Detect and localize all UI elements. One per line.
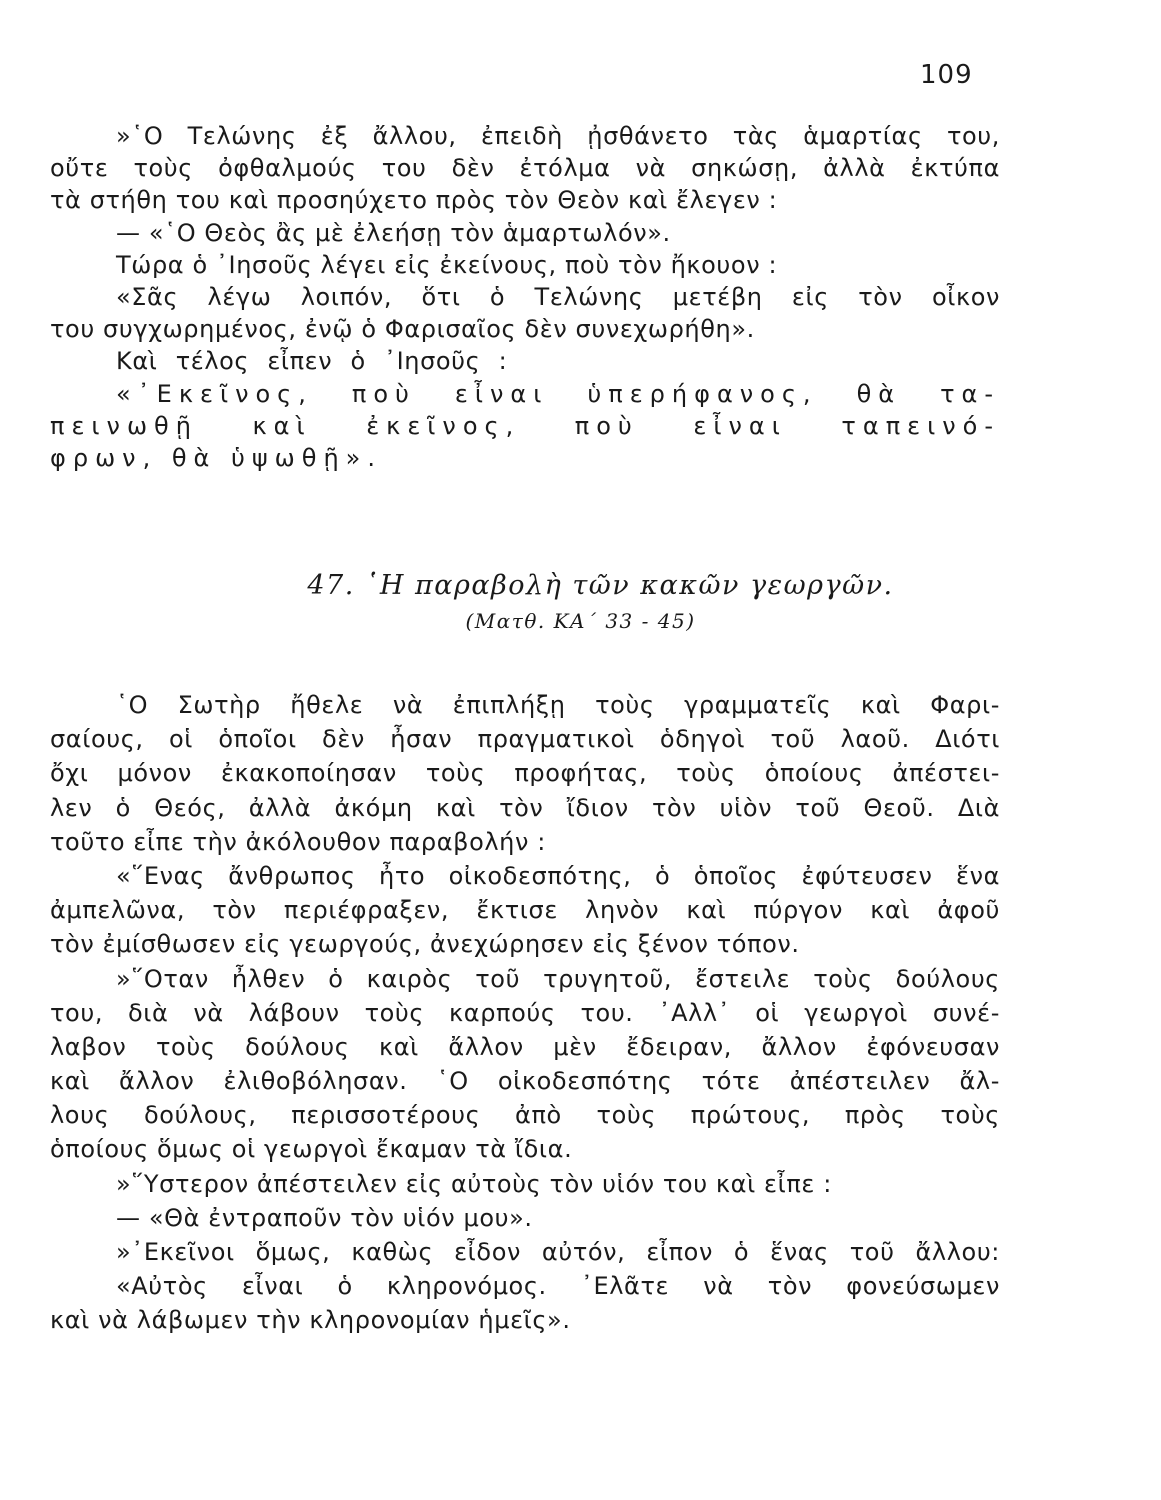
text-line: — «Θὰ ἐντραποῦν τὸν υἱόν μου».	[116, 1203, 533, 1232]
section-parable-tenants	[50, 688, 1000, 1338]
text-line: «Σᾶς λέγω λοιπόν, ὅτι ὁ Τελώνης μετέβη εἰς τὸν οἶκον	[116, 282, 1000, 311]
text-line: »῾Ο Τελώνης ἐξ ἄλλου, ἐπειδὴ ᾐσθάνετο τὰς ἁμαρτίας του,	[116, 122, 1000, 150]
text-line: του συγχωρημένος, ἐνῷ ὁ Φαρισαῖος δὲν συνεχωρήθη».	[50, 315, 755, 344]
text-line-emphasis: πεινωθῇ καὶ ἐκεῖνος, ποὺ εἶναι ταπεινό-	[50, 411, 1000, 440]
text-line: ἀμπελῶνα, τὸν περιέφραξεν, ἔκτισε ληνὸν καὶ πύργον καὶ ἀφοῦ	[50, 896, 1000, 925]
text-line: του, διὰ νὰ λάβουν τοὺς καρπούς του. ᾽Αλλ᾽ οἱ γεωργοὶ συνέ-	[50, 998, 1000, 1027]
text-line: Καὶ τέλος εἶπεν ὁ ᾽Ιησοῦς :	[116, 347, 508, 376]
text-line: »᾽Εκεῖνοι ὅμως, καθὼς εἶδον αὐτόν, εἶπον ὁ ἕνας τοῦ ἄλλου:	[116, 1238, 1000, 1266]
text-line: λεν ὁ Θεός, ἀλλὰ ἀκόμη καὶ τὸν ἴδιον τὸν υἱὸν τοῦ Θεοῦ. Διὰ	[50, 793, 1000, 822]
text-line: λους δούλους, περισσοτέρους ἀπὸ τοὺς πρώτους, πρὸς τοὺς	[50, 1101, 1000, 1130]
text-line: ῾Ο Σωτὴρ ἤθελε νὰ ἐπιπλήξῃ τοὺς γραμματεῖς καὶ Φαρι-	[116, 691, 1000, 719]
section-heading-reference: (Ματθ. ΚΑ΄ 33 - 45)	[465, 609, 696, 633]
page-number: 109	[920, 60, 973, 90]
text-line: λαβον τοὺς δούλους καὶ ἄλλον μὲν ἔδειραν, ἄλλον ἐφόνευσαν	[50, 1032, 1000, 1061]
text-line: «῞Ενας ἄνθρωπος ἦτο οἰκοδεσπότης, ὁ ὁποῖος ἐφύτευσεν ἕνα	[116, 861, 1000, 890]
text-line-emphasis: «᾽Εκεῖνος, ποὺ εἶναι ὑπερήφανος, θὰ τα-	[116, 379, 1000, 408]
text-line: ὁποίους ὅμως οἱ γεωργοὶ ἔκαμαν τὰ ἴδια.	[50, 1135, 573, 1164]
text-line: Τώρα ὁ ᾽Ιησοῦς λέγει εἰς ἐκείνους, ποὺ τὸν ἤκουον :	[116, 250, 778, 279]
section-heading-title: 47. ῾Η παραβολὴ τῶν κακῶν γεωργῶν.	[307, 570, 894, 601]
text-line: τὸν ἐμίσθωσεν εἰς γεωργούς, ἀνεχώρησεν εἰς ξένον τόπον.	[50, 930, 800, 959]
text-line: τὰ στήθη του καὶ προσηύχετο πρὸς τὸν Θεὸν καὶ ἔλεγεν :	[50, 186, 778, 215]
text-line: «Αὐτὸς εἶναι ὁ κληρονόμος. ᾽Ελᾶτε νὰ τὸν φονεύσωμεν	[116, 1272, 1000, 1301]
text-line: »῞Οταν ἦλθεν ὁ καιρὸς τοῦ τρυγητοῦ, ἔστειλε τοὺς δούλους	[116, 964, 1000, 993]
text-line: καὶ νὰ λάβωμεν τὴν κληρονομίαν ἡμεῖς».	[50, 1306, 571, 1335]
text-line: τοῦτο εἶπε τὴν ἀκόλουθον παραβολήν :	[50, 827, 546, 856]
text-line-emphasis: φρων, θὰ ὑψωθῇ».	[50, 443, 382, 472]
text-line: — «῾Ο Θεὸς ἂς μὲ ἐλεήσῃ τὸν ἁμαρτωλόν».	[116, 218, 671, 247]
text-line: οὔτε τοὺς ὀφθαλμούς του δὲν ἐτόλμα νὰ σηκώσῃ, ἀλλὰ ἐκτύπα	[50, 154, 1000, 183]
section-publican-prayer	[50, 120, 1000, 474]
text-line: σαίους, οἱ ὁποῖοι δὲν ἦσαν πραγματικοὶ ὁδηγοὶ τοῦ λαοῦ. Διότι	[50, 725, 1000, 754]
text-line: καὶ ἄλλον ἐλιθοβόλησαν. ῾Ο οἰκοδεσπότης τότε ἀπέστειλεν ἄλ-	[50, 1067, 1000, 1096]
text-line: ὄχι μόνον ἐκακοποίησαν τοὺς προφήτας, τοὺς ὁποίους ἀπέστει-	[50, 759, 1000, 788]
text-line: »῞Υστερον ἀπέστειλεν εἰς αὐτοὺς τὸν υἱόν του καὶ εἶπε :	[116, 1169, 832, 1198]
